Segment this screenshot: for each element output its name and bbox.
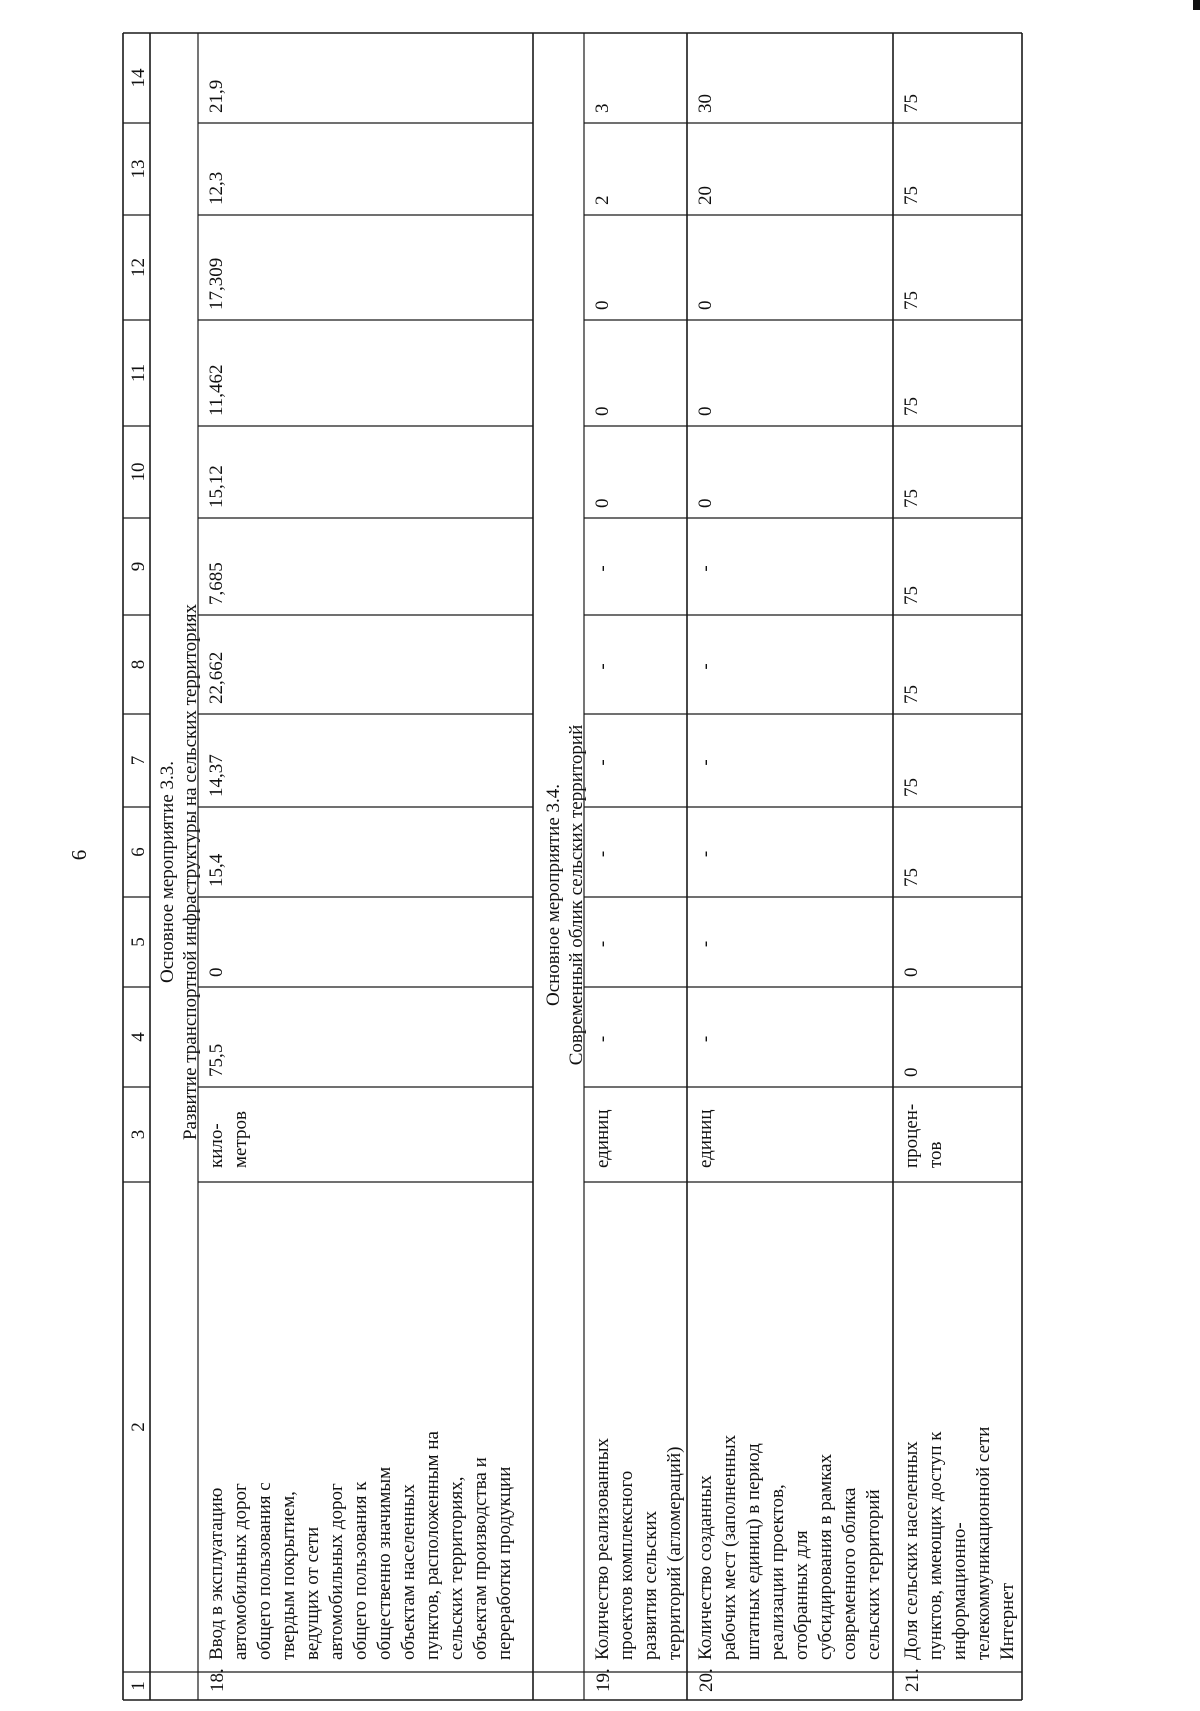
indicator-name-line: ведущих от сети: [302, 1526, 323, 1660]
indicator-name-line: территорий (агломераций): [664, 1446, 685, 1660]
indicator-name-line: объектам производства и: [470, 1457, 491, 1660]
value-cell: 75: [901, 586, 922, 605]
value-cell: 0: [592, 498, 613, 508]
value-cell: -: [695, 940, 716, 948]
value-cell: -: [592, 663, 613, 670]
row-number: 20.: [696, 1668, 717, 1692]
section-subtitle: Развитие транспортной инфраструктуры на сельских территориях: [180, 603, 201, 1141]
value-cell: -: [695, 759, 716, 766]
value-cell: -: [592, 565, 613, 572]
value-cell: 0: [206, 967, 227, 977]
column-header-14: 14: [128, 68, 149, 88]
value-cell: 75: [901, 489, 922, 508]
column-header-9: 9: [128, 561, 149, 572]
table-text: [67, 68, 1018, 1692]
value-cell: -: [695, 663, 716, 670]
value-cell: 0: [901, 967, 922, 977]
indicator-name-line: информационно-: [949, 1522, 970, 1660]
row-number: 18.: [207, 1668, 228, 1692]
column-header-2: 2: [128, 1422, 149, 1432]
indicator-name-line: Интернет: [997, 1582, 1018, 1660]
value-cell: 11,462: [206, 364, 227, 416]
indicator-name-line: переработки продукции: [494, 1466, 515, 1660]
value-cell: 12,3: [206, 171, 227, 205]
indicator-name-line: отобранных для: [791, 1530, 812, 1660]
value-cell: -: [695, 565, 716, 572]
unit-label: единиц: [592, 1109, 613, 1168]
value-cell: 75,5: [206, 1043, 227, 1077]
value-cell: 75: [901, 778, 922, 797]
indicator-name-line: пунктов, имеющих доступ к: [925, 1431, 946, 1660]
value-cell: 15,4: [206, 853, 227, 887]
value-cell: 22,662: [206, 651, 227, 704]
indicator-name-line: сельских территориях,: [446, 1476, 467, 1660]
value-cell: -: [592, 850, 613, 858]
indicator-name-line: общественно значимым: [374, 1466, 395, 1660]
section-title: Основное мероприятие 3.3.: [157, 760, 178, 984]
value-cell: 21,9: [206, 79, 227, 113]
column-header-5: 5: [128, 937, 149, 947]
scan-edge-mark: [1193, 0, 1200, 10]
row-number: 19.: [593, 1668, 614, 1692]
indicator-name-line: субсидирования в рамках: [815, 1453, 836, 1660]
value-cell: 14,37: [206, 754, 227, 797]
page-number: 6: [67, 849, 91, 861]
column-header-4: 4: [128, 1032, 149, 1042]
value-cell: 15,12: [206, 465, 227, 508]
indicator-name-line: общего пользования к: [350, 1481, 371, 1660]
value-cell: 0: [592, 300, 613, 310]
value-cell: 75: [901, 291, 922, 310]
indicator-name-line: сельских территорий: [863, 1489, 884, 1660]
indicator-name-line: общего пользования с: [254, 1482, 275, 1660]
value-cell: -: [592, 940, 613, 948]
column-header-11: 11: [128, 363, 149, 383]
column-header-6: 6: [128, 847, 149, 857]
indicator-name-line: развития сельских: [640, 1510, 661, 1660]
value-cell: 75: [901, 868, 922, 887]
indicator-name-line: Количество реализованных: [592, 1438, 613, 1660]
unit-label: единиц: [695, 1109, 716, 1168]
unit-label: метров: [230, 1111, 251, 1168]
indicator-name-line: Количество созданных: [695, 1475, 716, 1660]
value-cell: 17,309: [206, 257, 227, 310]
section-title: Основное мероприятие 3.4.: [543, 783, 564, 1007]
unit-label: тов: [925, 1141, 946, 1168]
column-header-3: 3: [128, 1129, 149, 1140]
column-header-8: 8: [128, 659, 149, 670]
indicator-name-line: проектов комплексного: [616, 1470, 637, 1660]
indicator-name-line: телекоммуникационной сети: [973, 1426, 994, 1660]
value-cell: 75: [901, 186, 922, 205]
column-header-13: 13: [128, 159, 149, 179]
value-cell: 0: [592, 406, 613, 416]
value-cell: 75: [901, 397, 922, 416]
indicator-name-line: штатных единиц) в период: [743, 1443, 764, 1660]
section-subtitle: Современный облик сельских территорий: [566, 724, 587, 1066]
value-cell: 3: [592, 103, 613, 113]
value-cell: 7,685: [206, 562, 227, 605]
indicator-name-line: реализации проектов,: [767, 1484, 788, 1660]
value-cell: -: [592, 759, 613, 766]
value-cell: -: [592, 1035, 613, 1043]
column-header-12: 12: [128, 258, 149, 277]
value-cell: 30: [695, 94, 716, 113]
indicator-name-line: Ввод в эксплуатацию: [206, 1487, 227, 1660]
indicator-name-line: современного облика: [839, 1487, 860, 1660]
column-header-7: 7: [128, 755, 149, 766]
indicator-name-line: рабочих мест (заполненных: [719, 1434, 740, 1660]
indicator-name-line: объектам населенных: [398, 1484, 419, 1660]
unit-label: кило-: [206, 1123, 227, 1168]
value-cell: -: [695, 1035, 716, 1043]
indicator-name-line: пунктов, расположенным на: [422, 1431, 443, 1660]
row-number: 21.: [902, 1668, 923, 1692]
indicator-name-line: твердым покрытием,: [278, 1491, 299, 1660]
value-cell: 0: [695, 498, 716, 508]
value-cell: 75: [901, 94, 922, 113]
unit-label: процен-: [901, 1103, 922, 1168]
indicator-name-line: Доля сельских населенных: [901, 1441, 922, 1660]
indicator-name-line: автомобильных дорог: [326, 1483, 347, 1660]
column-header-10: 10: [128, 462, 149, 482]
value-cell: 0: [695, 300, 716, 310]
value-cell: 0: [901, 1067, 922, 1077]
indicator-name-line: автомобильных дорог: [230, 1483, 251, 1660]
column-header-1: 1: [128, 1681, 149, 1691]
value-cell: 20: [695, 186, 716, 205]
value-cell: 2: [592, 195, 613, 205]
value-cell: 75: [901, 685, 922, 704]
value-cell: 0: [695, 406, 716, 416]
value-cell: -: [695, 850, 716, 858]
